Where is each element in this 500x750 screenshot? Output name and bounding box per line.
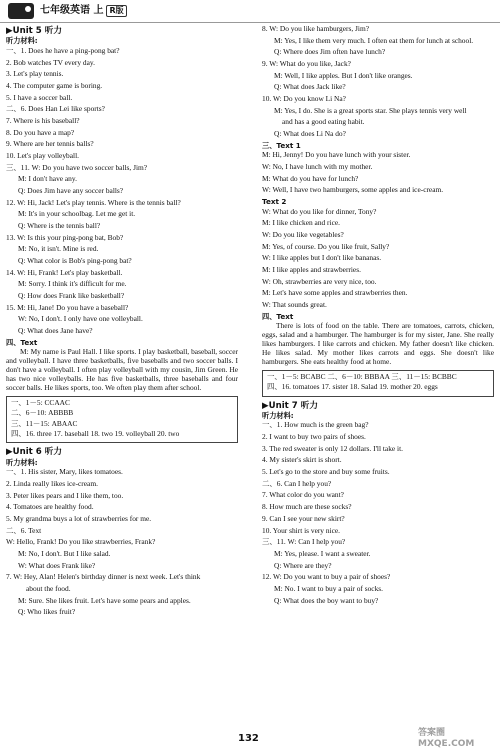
unit7-label: 听力材料: bbox=[262, 410, 294, 420]
unit5-label: 听力材料: bbox=[6, 36, 38, 46]
text2-dialogue bbox=[262, 208, 494, 310]
transcript-line: 8. Do you have a map? bbox=[6, 127, 75, 137]
book-title bbox=[40, 5, 127, 17]
unit6-answer-box bbox=[262, 370, 494, 397]
transcript-line: M: No, it isn't. Mine is red. bbox=[18, 244, 99, 254]
answer-line: 四、16. three 17. baseball 18. two 19. volleyball 20. two bbox=[11, 428, 180, 438]
transcript-line: 二、6. Can I help you? bbox=[262, 478, 332, 488]
transcript-line: W: Well, I have two hamburgers, some apples and ice-cream. bbox=[262, 185, 444, 195]
unit5-title: ▶Unit 5 听力 bbox=[6, 26, 62, 36]
answer-line: 二、6－10: ABBBB bbox=[11, 408, 74, 418]
transcript-line: 9. Can I see your new skirt? bbox=[262, 513, 345, 523]
book-title-text: 七年级英语 上 bbox=[40, 5, 104, 16]
transcript-line: 9. W: What do you like, Jack? bbox=[262, 59, 351, 69]
transcript-line: Q: Where are they? bbox=[274, 560, 332, 570]
answer-line: 一、1－5: CCAAC bbox=[11, 397, 70, 407]
transcript-line: Q: How does Frank like basketball? bbox=[18, 291, 125, 301]
transcript-line: 14. W: Hi, Frank! Let's play basketball. bbox=[6, 267, 123, 277]
transcript-line: 8. W: Do you like hamburgers, Jim? bbox=[262, 24, 370, 33]
transcript-line: 8. How much are these socks? bbox=[262, 502, 352, 512]
transcript-line: 7. Where is his baseball? bbox=[6, 115, 80, 125]
transcript-line: 7. What color do you want? bbox=[262, 490, 344, 500]
transcript-line: M: I like apples and strawberries. bbox=[262, 265, 361, 275]
unit6-title: ▶Unit 6 听力 bbox=[6, 447, 62, 458]
transcript-line: M: I don't have any. bbox=[18, 174, 77, 184]
transcript-line: M: I like chicken and rice. bbox=[262, 218, 340, 228]
transcript-line: 13. W: Is this your ping-pong bat, Bob? bbox=[6, 232, 124, 242]
transcript-line: W: What do you like for dinner, Tony? bbox=[262, 206, 377, 216]
transcript-line: M: Yes, I like them very much. I often eat them for lunch at school. bbox=[274, 35, 474, 45]
transcript-line: 二、6. Does Han Lei like sports? bbox=[6, 104, 105, 114]
transcript-line: 12. W: Do you want to buy a pair of shoes? bbox=[262, 572, 391, 582]
transcript-line: M: Well, I like apples. But I don't like oranges. bbox=[274, 70, 413, 80]
page-number: 132 bbox=[238, 733, 259, 744]
transcript-line: W: Oh, strawberries are very nice, too. bbox=[262, 276, 377, 286]
answer-line: 一、1－5: BCABC 二、6－10: BBBAA 三、11－15: BCBBC bbox=[267, 371, 457, 381]
transcript-line: M: No. I want to buy a pair of socks. bbox=[274, 583, 383, 593]
book-logo-icon bbox=[8, 3, 34, 19]
watermark: 答案圈 MXQE.COM bbox=[418, 728, 475, 749]
transcript-line: 5. My grandma buys a lot of strawberries for me. bbox=[6, 513, 152, 523]
transcript-line: W: Hello, Frank! Do you like strawberries, Frank? bbox=[6, 537, 156, 547]
transcript-line: 10. Let's play volleyball. bbox=[6, 151, 79, 160]
transcript-line: 5. I have a soccer ball. bbox=[6, 92, 73, 102]
transcript-line: 3. Peter likes pears and I like them, too. bbox=[6, 490, 124, 500]
transcript-line: 9. Where are her tennis balls? bbox=[6, 139, 94, 149]
transcript-line: W: That sounds great. bbox=[262, 300, 327, 310]
text1-dialogue bbox=[262, 151, 494, 195]
transcript-line: Q: What does Li Na do? bbox=[274, 129, 346, 139]
transcript-line: Q: Who likes fruit? bbox=[18, 607, 76, 617]
transcript-line: 2. Bob watches TV every day. bbox=[6, 57, 95, 67]
transcript-line: 10. W: Do you know Li Na? bbox=[262, 94, 346, 104]
transcript-line: 一、1. Does he have a ping-pong bat? bbox=[6, 45, 120, 55]
left-column bbox=[6, 25, 238, 620]
transcript-line: Q: What does Jane have? bbox=[18, 326, 93, 336]
transcript-line: M: Hi, Jenny! Do you have lunch with your sister. bbox=[262, 150, 411, 160]
transcript-line: Q: Where does Jim often have lunch? bbox=[274, 47, 386, 57]
unit5-answer-box bbox=[6, 396, 238, 444]
transcript-line: 三、11. W: Do you have two soccer balls, Jim? bbox=[6, 162, 148, 172]
transcript-line: 2. I want to buy two pairs of shoes. bbox=[262, 432, 366, 442]
page-header bbox=[0, 0, 500, 23]
transcript-line: M: Sorry. I think it's difficult for me. bbox=[18, 279, 127, 289]
transcript-line: and has a good eating habit. bbox=[282, 117, 365, 127]
transcript-line: M: Yes, of course. Do you like fruit, Sally? bbox=[262, 241, 390, 251]
transcript-line: 3. Let's play tennis. bbox=[6, 69, 64, 79]
text1-heading: 三、Text 1 bbox=[262, 140, 301, 150]
transcript-line: 5. Let's go to the store and buy some fruits. bbox=[262, 467, 390, 477]
transcript-line: about the food. bbox=[26, 583, 71, 593]
edition-badge: R版 bbox=[106, 5, 126, 17]
right-column bbox=[262, 25, 494, 608]
unit6-transcript-continued bbox=[262, 25, 494, 139]
transcript-line: M: No, I don't. But I like salad. bbox=[18, 548, 111, 558]
transcript-line: 二、6. Text bbox=[6, 525, 42, 535]
transcript-line: M: Sure. She likes fruit. Let's have some pears and apples. bbox=[18, 595, 191, 605]
transcript-line: W: No, I don't. I only have one volleyball. bbox=[18, 314, 143, 324]
transcript-line: 三、11. W: Can I help you? bbox=[262, 537, 346, 547]
transcript-line: M: Yes, please. I want a sweater. bbox=[274, 548, 371, 558]
transcript-line: 3. The red sweater is only 12 dollars. I'll take it. bbox=[262, 443, 403, 453]
transcript-line: 12. W: Hi, Jack! Let's play tennis. Where is the tennis ball? bbox=[6, 197, 181, 207]
transcript-line: M: It's in your schoolbag. Let me get it. bbox=[18, 209, 136, 219]
transcript-line: 4. The computer game is boring. bbox=[6, 80, 103, 90]
unit5-section4-heading: 四、Text bbox=[6, 337, 38, 347]
transcript-line: 10. Your shirt is very nice. bbox=[262, 525, 341, 535]
transcript-line: M: Yes, I do. She is a great sports star. She plays tennis very well bbox=[274, 105, 467, 115]
transcript-line: 4. Tomatoes are healthy food. bbox=[6, 502, 94, 512]
transcript-line: W: Do you like vegetables? bbox=[262, 230, 344, 240]
transcript-line: 4. My sister's skirt is short. bbox=[262, 455, 342, 465]
unit6-label: 听力材料: bbox=[6, 457, 38, 467]
answer-line: 四、16. tomatoes 17. sister 18. Salad 19. mother 20. eggs bbox=[267, 382, 438, 392]
transcript-line: W: No, I have lunch with my mother. bbox=[262, 162, 373, 172]
unit7-title: ▶Unit 7 听力 bbox=[262, 400, 318, 411]
transcript-line: 2. Linda really likes ice-cream. bbox=[6, 478, 98, 488]
unit5-transcript bbox=[6, 47, 238, 336]
transcript-line: Q: What does Jack like? bbox=[274, 82, 346, 92]
transcript-line: M: What do you have for lunch? bbox=[262, 173, 359, 183]
transcript-line: 15. M: Hi, Jane! Do you have a baseball? bbox=[6, 302, 129, 312]
transcript-line: Q: Does Jim have any soccer balls? bbox=[18, 186, 124, 196]
text2-heading: Text 2 bbox=[262, 197, 287, 207]
transcript-line: 7. W: Hey, Alan! Helen's birthday dinner is next week. Let's think bbox=[6, 572, 201, 582]
unit7-transcript bbox=[262, 421, 494, 605]
answer-line: 三、11－15: ABAAC bbox=[11, 418, 78, 428]
transcript-line: W: What does Frank like? bbox=[18, 560, 96, 570]
transcript-line: Q: What does the boy want to buy? bbox=[274, 595, 379, 605]
transcript-line: Q: What color is Bob's ping-pong bat? bbox=[18, 256, 132, 266]
unit5-passage: M: My name is Paul Hall. I like sports. I play basketball, baseball, soccer and volleyball. I have three basketballs, five baseballs and two soccer balls. I don't have a volleyball. I often play volleyball with my cousin, Jim Green. He has two nice volleyballs. He has five basketballs, three baseballs and four soccer balls. He likes sports, too. We often play them after school. bbox=[6, 347, 238, 392]
transcript-line: 一、1. How much is the green bag? bbox=[262, 420, 369, 430]
transcript-line: Q: Where is the tennis ball? bbox=[18, 221, 101, 231]
transcript-line: M: Let's have some apples and strawberries then. bbox=[262, 288, 408, 298]
transcript-line: W: I like apples but I don't like bananas. bbox=[262, 253, 382, 263]
transcript-line: 一、1. His sister, Mary, likes tomatoes. bbox=[6, 467, 123, 477]
section4-passage: There is lots of food on the table. There are tomatoes, carrots, chicken, eggs, salad and a hamburger. The hamburger is for my sister, Jane. She really likes hamburgers. I like carrots and chicken. My father doesn't like chicken. He likes salad. My mother likes carrots and eggs. She doesn't like hamburgers. She eats healthy food at home. bbox=[262, 321, 494, 366]
section4-heading: 四、Text bbox=[262, 311, 294, 321]
unit6-transcript bbox=[6, 468, 238, 617]
